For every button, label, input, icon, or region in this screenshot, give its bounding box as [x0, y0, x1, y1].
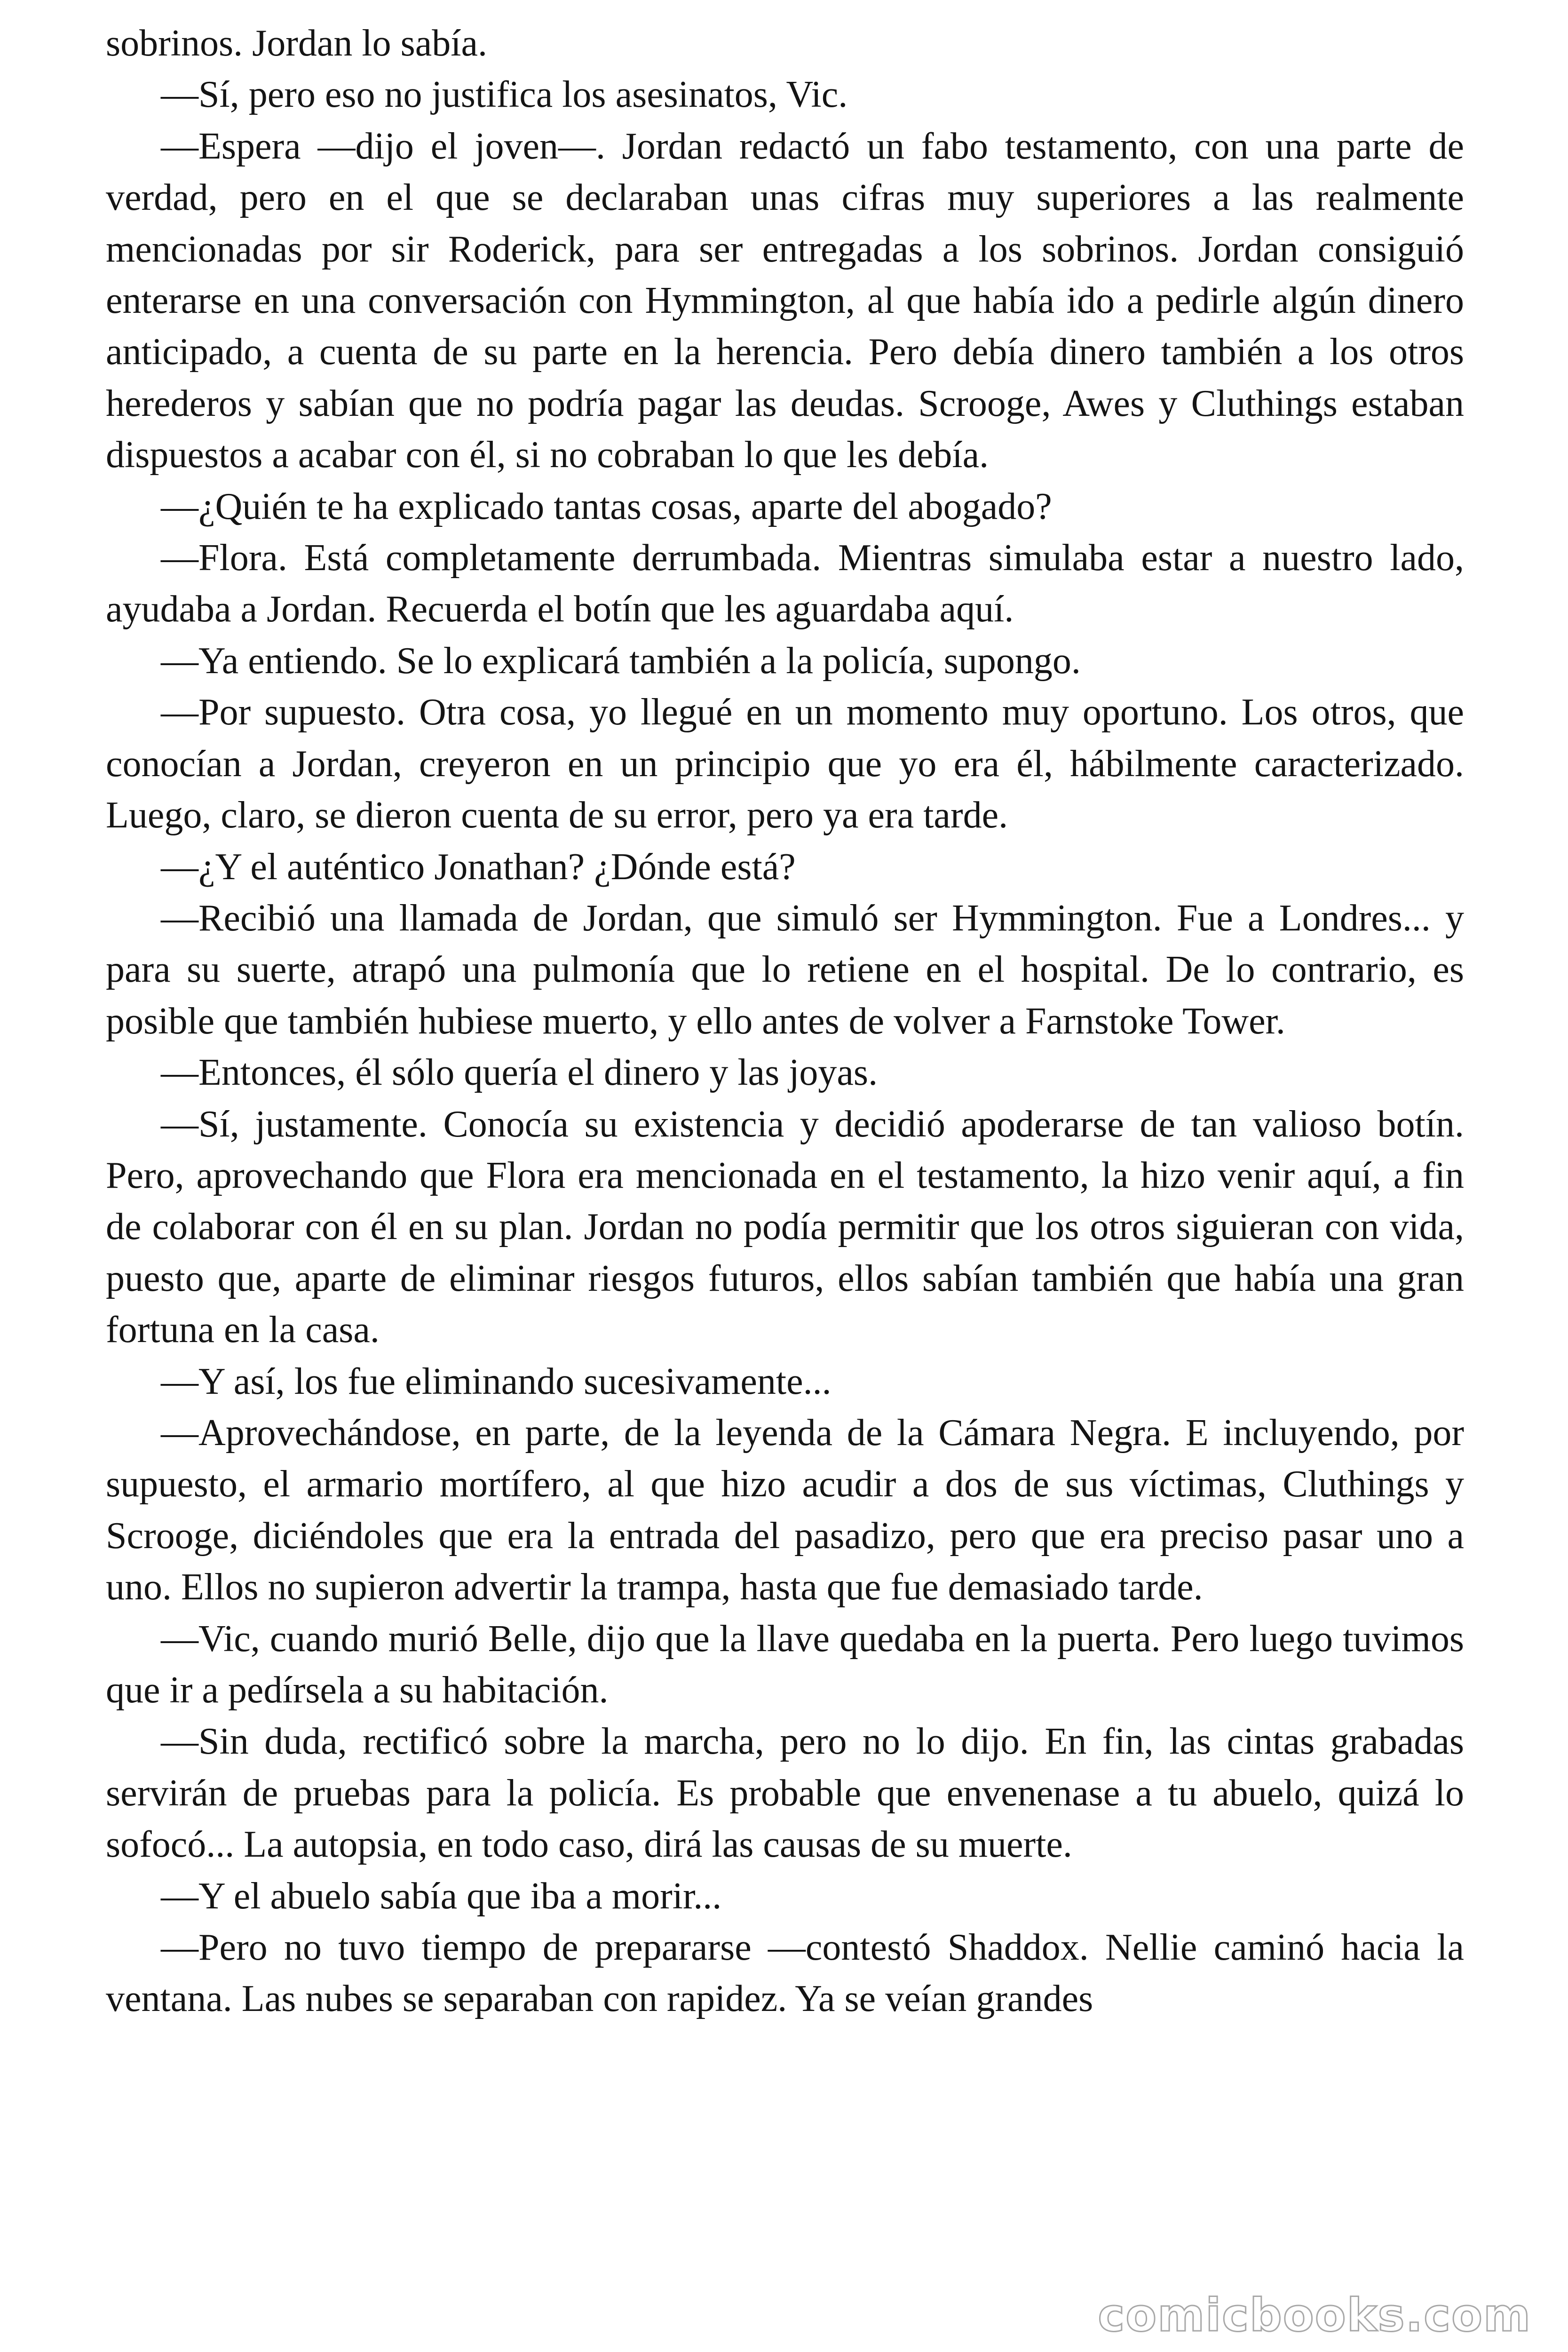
paragraph: —¿Quién te ha explicado tantas cosas, aparte del abogado? — [161, 485, 1052, 527]
paragraph: —Sí, pero eso no justifica los asesinatos, Vic. — [161, 74, 848, 116]
paragraph: —Vic, cuando murió Belle, dijo que la llave quedaba en la puerta. Pero luego tuvimos que ir a pedírsela a su habitación. — [106, 1618, 1464, 1711]
paragraph: —Entonces, él sólo quería el dinero y las joyas. — [161, 1052, 878, 1094]
paragraph: —Por supuesto. Otra cosa, yo llegué en un momento muy oportuno. Los otros, que conocían a Jordan, creyeron en un principio que yo era él, hábilmente caracterizado. Luego, claro, se dieron cuenta de su error, pero ya era tarde. — [106, 691, 1464, 836]
paragraph: —Sin duda, rectificó sobre la marcha, pero no lo dijo. En fin, las cintas grabadas servirán de pruebas para la policía. Es probable que envenenase a tu abuelo, quizá lo sofocó... La autopsia, en todo caso, dirá las causas de su muerte. — [106, 1721, 1464, 1866]
paragraph: —¿Y el auténtico Jonathan? ¿Dónde está? — [161, 846, 796, 888]
watermark: comicbooks.com — [1098, 2289, 1531, 2342]
paragraph: —Pero no tuvo tiempo de prepararse —contestó Shaddox. Nellie caminó hacia la ventana. Las nubes se separaban con rapidez. Ya se veían grandes — [106, 1927, 1464, 2020]
paragraph: —Ya entiendo. Se lo explicará también a la policía, supongo. — [161, 640, 1081, 682]
paragraph: sobrinos. Jordan lo sabía. — [106, 23, 488, 64]
paragraph: —Recibió una llamada de Jordan, que simuló ser Hymmington. Fue a Londres... y para su suerte, atrapó una pulmonía que lo retiene en el hospital. De lo contrario, es posible que también hubiese muerto, y ello antes de volver a Farnstoke Tower. — [106, 897, 1464, 1042]
paragraph: —Flora. Está completamente derrumbada. Mientras simulaba estar a nuestro lado, ayudaba a Jordan. Recuerda el botín que les aguardaba aquí. — [106, 537, 1464, 630]
paragraph: —Sí, justamente. Conocía su existencia y decidió apoderarse de tan valioso botín. Pero, aprovechando que Flora era mencionada en el testamento, la hizo venir aquí, a fin de colaborar con él en su plan. Jordan no podía permitir que los otros siguieran con vida, puesto que, aparte de eliminar riesgos futuros, ellos sabían también que había una gran fortuna en la casa. — [106, 1103, 1464, 1351]
paragraph: —Y el abuelo sabía que iba a morir... — [161, 1875, 722, 1917]
paragraph: —Espera —dijo el joven—. Jordan redactó un fabo testamento, con una parte de verdad, pero en el que se declaraban unas cifras muy superiores a las realmente mencionadas por sir Roderick, para ser entregadas a los sobrinos. Jordan consiguió enterarse en una conversación con Hymmington, al que había ido a pedirle algún dinero anticipado, a cuenta de su parte en la herencia. Pero debía dinero también a los otros herederos y sabían que no podría pagar las deudas. Scrooge, Awes y Cluthings estaban dispuestos a acabar con él, si no cobraban lo que les debía. — [106, 125, 1464, 476]
body-text — [106, 18, 1464, 2025]
paragraph: —Aprovechándose, en parte, de la leyenda de la Cámara Negra. E incluyendo, por supuesto, el armario mortífero, al que hizo acudir a dos de sus víctimas, Cluthings y Scrooge, diciéndoles que era la entrada del pasadizo, pero que era preciso pasar uno a uno. Ellos no supieron advertir la trampa, hasta que fue demasiado tarde. — [106, 1412, 1464, 1608]
paragraph: —Y así, los fue eliminando sucesivamente... — [161, 1360, 832, 1402]
